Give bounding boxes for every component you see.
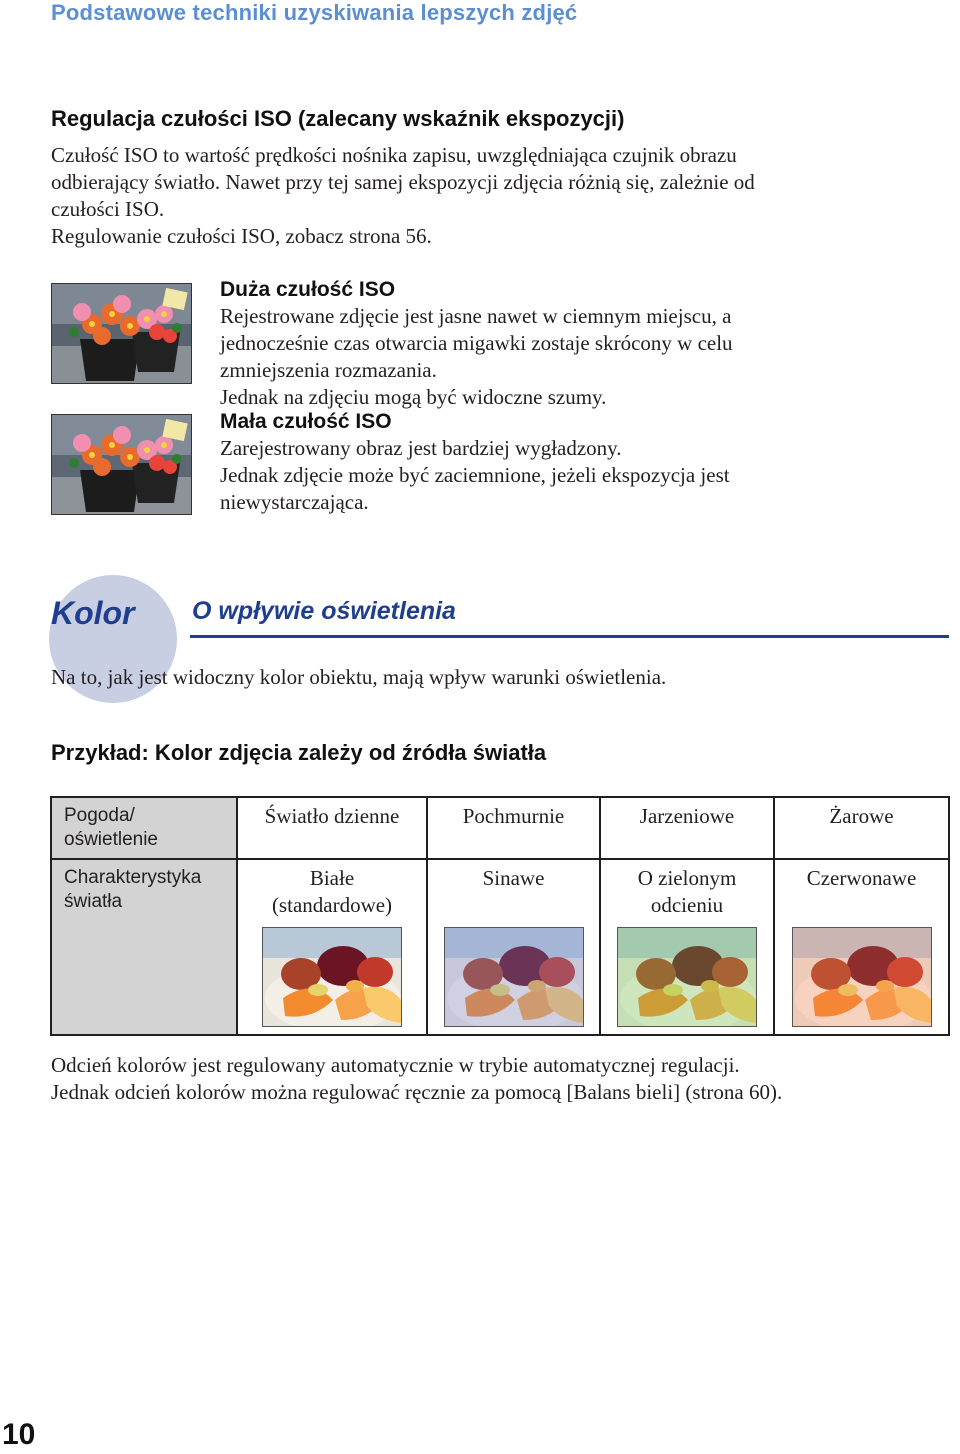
characteristic-line: Czerwonawe xyxy=(806,866,917,890)
characteristic-line: Białe xyxy=(309,866,355,890)
fruit-photo-incandescent xyxy=(792,927,932,1027)
characteristic-line: Sinawe xyxy=(482,866,545,890)
iso-intro-line: Czułość ISO to wartość prędkości nośnika zapisu, uwzględniająca czujnik obrazu xyxy=(51,143,737,167)
row-header-line: Pogoda/ xyxy=(64,805,135,826)
high-iso-line: zmniejszenia rozmazania. xyxy=(220,358,437,382)
high-iso-line: jednocześnie czas otwarcia migawki zostaje skrócony w celu xyxy=(220,331,733,355)
characteristic-cell xyxy=(600,859,774,1035)
iso-section-heading: Regulacja czułości ISO (zalecany wskaźnik ekspozycji) xyxy=(51,106,625,131)
high-iso-description xyxy=(220,276,920,411)
row-header-line: oświetlenie xyxy=(64,829,158,850)
outro-paragraph xyxy=(51,1052,951,1106)
characteristic-line: odcieniu xyxy=(650,893,724,917)
fruit-photo-fluorescent xyxy=(617,927,757,1027)
characteristic-cell xyxy=(427,859,600,1035)
kolor-divider xyxy=(190,635,949,638)
example-heading: Przykład: Kolor zdjęcia zależy od źródła światła xyxy=(51,740,547,765)
low-iso-title: Mała czułość ISO xyxy=(220,410,392,433)
row-header-conditions xyxy=(51,797,237,859)
lighting-table xyxy=(50,796,950,1036)
high-iso-title: Duża czułość ISO xyxy=(220,278,396,301)
page-header-title: Podstawowe techniki uzyskiwania lepszych zdjęć xyxy=(51,0,578,25)
low-iso-line: Jednak zdjęcie może być zaciemnione, jeżeli ekspozycja jest xyxy=(220,463,730,487)
low-iso-flower-photo xyxy=(51,414,192,515)
condition-cell: Światło dzienne xyxy=(237,797,427,859)
characteristic-line: (standardowe) xyxy=(271,893,393,917)
row-header-characteristics xyxy=(51,859,237,1035)
high-iso-line: Rejestrowane zdjęcie jest jasne nawet w ciemnym miejscu, a xyxy=(220,304,732,328)
high-iso-line: Jednak na zdjęciu mogą być widoczne szumy. xyxy=(220,385,607,409)
characteristic-line: O zielonym xyxy=(637,866,737,890)
high-iso-flower-photo xyxy=(51,283,192,384)
row-header-line: Charakterystyka xyxy=(64,867,202,888)
table-row-characteristics xyxy=(51,859,949,1035)
low-iso-description xyxy=(220,408,920,516)
outro-line: Jednak odcień kolorów można regulować ręcznie za pomocą [Balans bieli] (strona 60). xyxy=(51,1080,783,1104)
low-iso-line: niewystarczająca. xyxy=(220,490,369,514)
table-row-conditions xyxy=(51,797,949,859)
characteristic-cell xyxy=(237,859,427,1035)
kolor-intro-text: Na to, jak jest widoczny kolor obiektu, mają wpływ warunki oświetlenia. xyxy=(51,665,667,689)
kolor-subtitle: O wpływie oświetlenia xyxy=(192,597,456,625)
iso-intro-line: Regulowanie czułości ISO, zobacz strona 56. xyxy=(51,224,432,248)
condition-cell: Pochmurnie xyxy=(427,797,600,859)
iso-intro-line: czułości ISO. xyxy=(51,197,165,221)
condition-cell: Żarowe xyxy=(774,797,949,859)
fruit-photo-daylight xyxy=(262,927,402,1027)
low-iso-line: Zarejestrowany obraz jest bardziej wygładzony. xyxy=(220,436,622,460)
row-header-line: światła xyxy=(64,891,123,912)
characteristic-cell xyxy=(774,859,949,1035)
fruit-photo-cloudy xyxy=(444,927,584,1027)
iso-intro-paragraph xyxy=(51,142,931,250)
outro-line: Odcień kolorów jest regulowany automatycznie w trybie automatycznej regulacji. xyxy=(51,1053,740,1077)
page-number: 10 xyxy=(2,1418,36,1451)
condition-cell: Jarzeniowe xyxy=(600,797,774,859)
kolor-label: Kolor xyxy=(51,595,135,631)
iso-intro-line: odbierający światło. Nawet przy tej samej ekspozycji zdjęcia różnią się, zależnie od xyxy=(51,170,755,194)
